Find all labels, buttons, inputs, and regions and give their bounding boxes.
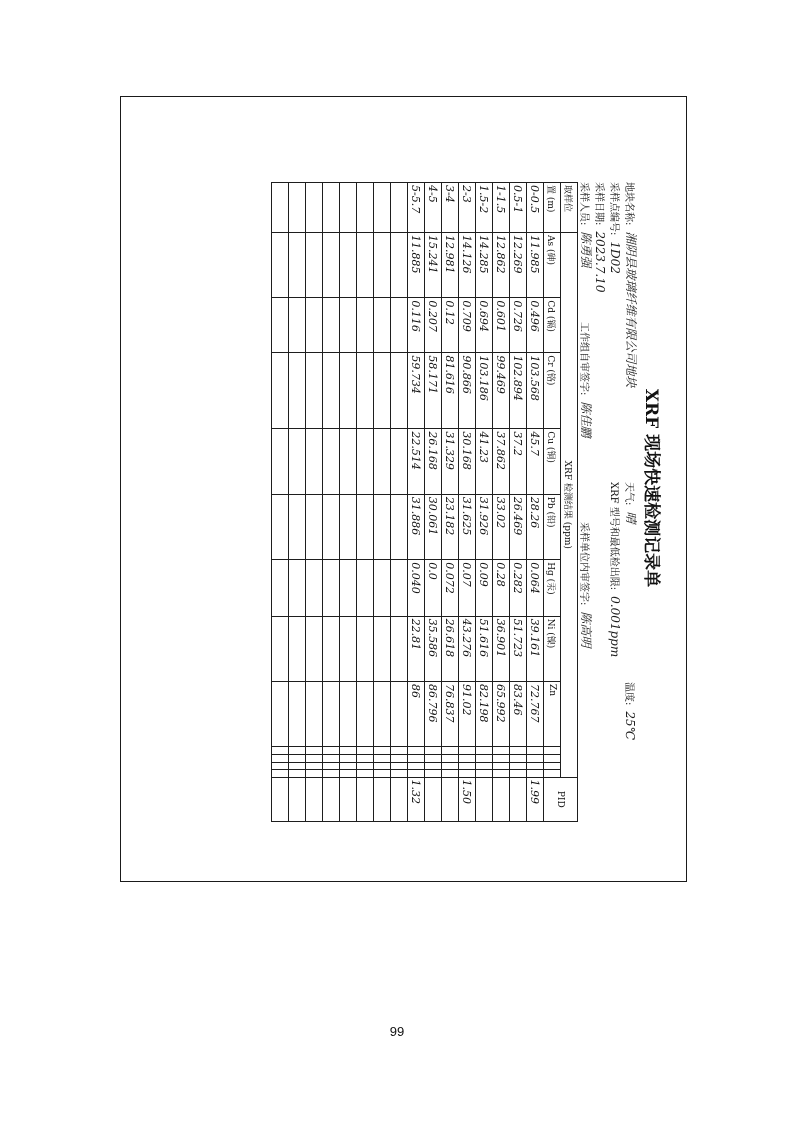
value-cell	[306, 616, 323, 681]
position-unit-header: 置 (m)	[544, 183, 561, 233]
value-cell	[357, 560, 374, 616]
value-cell	[323, 747, 340, 755]
pid-cell	[374, 777, 391, 821]
date-label: 采样日期:	[593, 182, 604, 226]
value-cell: 22.514	[408, 429, 425, 494]
value-cell	[289, 353, 306, 429]
value-cell	[357, 747, 374, 755]
value-cell	[357, 616, 374, 681]
position-cell: 4-5	[425, 183, 442, 233]
value-cell	[476, 755, 493, 763]
value-cell	[340, 353, 357, 429]
team-review-label: 工作组自审签字:	[578, 322, 589, 396]
value-cell: 37.862	[493, 429, 510, 494]
value-cell: 37.2	[510, 429, 527, 494]
value-cell	[272, 298, 289, 353]
info-row-point	[608, 182, 623, 822]
value-cell	[272, 232, 289, 297]
pid-cell	[357, 777, 374, 821]
position-cell: 0.5-1	[510, 183, 527, 233]
value-cell	[391, 232, 408, 297]
value-cell	[374, 682, 391, 747]
value-cell	[289, 747, 306, 755]
value-cell: 0.709	[459, 298, 476, 353]
value-cell	[272, 755, 289, 763]
value-cell	[306, 747, 323, 755]
value-cell: 0.12	[442, 298, 459, 353]
value-cell	[442, 770, 459, 778]
info-row-site	[623, 182, 638, 822]
value-cell: 0.07	[459, 560, 476, 616]
position-cell: 3-4	[442, 183, 459, 233]
value-cell	[391, 298, 408, 353]
value-cell: 59.734	[408, 353, 425, 429]
pid-cell	[476, 777, 493, 821]
value-cell	[323, 755, 340, 763]
column-header: Cu (铜)	[544, 429, 561, 494]
value-cell: 26.618	[442, 616, 459, 681]
column-header	[544, 755, 561, 763]
unit-review-field	[578, 522, 595, 822]
value-cell	[391, 762, 408, 770]
value-cell: 86.796	[425, 682, 442, 747]
value-cell: 11.985	[527, 232, 544, 297]
value-cell	[306, 429, 323, 494]
value-cell	[289, 232, 306, 297]
value-cell	[340, 429, 357, 494]
table-header-row-2	[544, 183, 561, 822]
value-cell: 15.241	[425, 232, 442, 297]
value-cell	[272, 560, 289, 616]
value-cell: 91.02	[459, 682, 476, 747]
value-cell	[374, 353, 391, 429]
team-review-field	[578, 322, 595, 522]
table-header-row-1	[561, 183, 578, 822]
value-cell	[272, 747, 289, 755]
value-cell: 83.46	[510, 682, 527, 747]
value-cell: 31.625	[459, 494, 476, 559]
pid-cell	[323, 777, 340, 821]
value-cell	[306, 762, 323, 770]
value-cell	[323, 616, 340, 681]
value-cell	[357, 682, 374, 747]
value-cell	[289, 682, 306, 747]
position-cell	[323, 183, 340, 233]
value-cell	[459, 762, 476, 770]
value-cell: 23.182	[442, 494, 459, 559]
value-cell	[323, 770, 340, 778]
value-cell	[306, 770, 323, 778]
value-cell	[357, 353, 374, 429]
value-cell: 51.723	[510, 616, 527, 681]
team-review-value: 陈佳鹏	[579, 401, 593, 438]
value-cell	[374, 298, 391, 353]
site-value: 湘阴县玻璃纤维有限公司地块	[624, 231, 638, 388]
value-cell: 30.168	[459, 429, 476, 494]
table-row	[357, 183, 374, 822]
temperature-label: 温度:	[623, 682, 634, 706]
value-cell	[272, 616, 289, 681]
value-cell	[442, 755, 459, 763]
table-row	[340, 183, 357, 822]
info-row-staff	[578, 182, 593, 822]
value-cell: 58.171	[425, 353, 442, 429]
value-cell: 76.837	[442, 682, 459, 747]
value-cell	[476, 762, 493, 770]
value-cell	[289, 770, 306, 778]
position-cell	[306, 183, 323, 233]
table-row	[442, 183, 459, 822]
value-cell: 41.23	[476, 429, 493, 494]
table-body	[272, 183, 544, 822]
value-cell: 12.981	[442, 232, 459, 297]
value-cell: 31.329	[442, 429, 459, 494]
value-cell	[323, 232, 340, 297]
value-cell: 35.586	[425, 616, 442, 681]
value-cell	[391, 429, 408, 494]
value-cell: 0.0	[425, 560, 442, 616]
pid-cell	[493, 777, 510, 821]
value-cell: 0.09	[476, 560, 493, 616]
table-row	[493, 183, 510, 822]
table-row	[510, 183, 527, 822]
value-cell	[289, 298, 306, 353]
table-row	[289, 183, 306, 822]
value-cell	[391, 560, 408, 616]
value-cell	[357, 755, 374, 763]
value-cell: 65.992	[493, 682, 510, 747]
point-field	[608, 182, 623, 482]
value-cell: 0.601	[493, 298, 510, 353]
value-cell	[272, 429, 289, 494]
value-cell	[340, 747, 357, 755]
value-cell	[459, 747, 476, 755]
form-title: XRF 现场快速检测记录单	[641, 388, 661, 588]
value-cell	[510, 755, 527, 763]
instrument-label: XRF 型号和最低检出限:	[608, 482, 619, 591]
column-header	[544, 747, 561, 755]
value-cell	[289, 755, 306, 763]
value-cell: 43.276	[459, 616, 476, 681]
pid-cell	[306, 777, 323, 821]
value-cell: 33.02	[493, 494, 510, 559]
value-cell: 103.568	[527, 353, 544, 429]
value-cell	[408, 770, 425, 778]
column-header	[544, 762, 561, 770]
value-cell	[527, 762, 544, 770]
value-cell: 12.269	[510, 232, 527, 297]
value-cell	[391, 353, 408, 429]
value-cell	[340, 616, 357, 681]
position-cell: 0-0.5	[527, 183, 544, 233]
xrf-results-table	[271, 182, 578, 822]
value-cell	[425, 770, 442, 778]
value-cell	[510, 762, 527, 770]
value-cell	[425, 747, 442, 755]
value-cell	[374, 747, 391, 755]
position-header: 取样位	[561, 183, 578, 233]
value-cell: 28.26	[527, 494, 544, 559]
value-cell: 82.198	[476, 682, 493, 747]
column-header: Ni (镍)	[544, 616, 561, 681]
value-cell: 102.894	[510, 353, 527, 429]
value-cell	[425, 762, 442, 770]
column-header: Cd (镉)	[544, 298, 561, 353]
value-cell	[289, 494, 306, 559]
column-header: Zn	[544, 682, 561, 747]
pid-cell: 1.50	[459, 777, 476, 821]
value-cell	[442, 762, 459, 770]
column-header: Cr (铬)	[544, 353, 561, 429]
value-cell: 39.161	[527, 616, 544, 681]
value-cell	[357, 770, 374, 778]
column-header: Pb (铅)	[544, 494, 561, 559]
value-cell	[493, 770, 510, 778]
table-row	[306, 183, 323, 822]
position-cell: 1.5-2	[476, 183, 493, 233]
value-cell	[289, 616, 306, 681]
position-cell	[272, 183, 289, 233]
value-cell	[340, 560, 357, 616]
value-cell: 103.186	[476, 353, 493, 429]
value-cell	[391, 682, 408, 747]
value-cell	[374, 232, 391, 297]
value-cell	[306, 232, 323, 297]
weather-value: 晴	[624, 511, 638, 524]
value-cell	[374, 560, 391, 616]
value-cell	[306, 755, 323, 763]
position-cell	[391, 183, 408, 233]
table-row	[374, 183, 391, 822]
value-cell	[272, 770, 289, 778]
value-cell	[374, 762, 391, 770]
unit-review-value: 陈高明	[579, 611, 593, 648]
position-cell: 1-1.5	[493, 183, 510, 233]
value-cell	[323, 560, 340, 616]
pid-header: PID	[544, 777, 578, 821]
date-field	[593, 182, 608, 482]
value-cell	[527, 755, 544, 763]
value-cell	[289, 762, 306, 770]
table-row	[527, 183, 544, 822]
value-cell: 99.469	[493, 353, 510, 429]
column-header: Hg (汞)	[544, 560, 561, 616]
pid-cell	[391, 777, 408, 821]
value-cell: 0.116	[408, 298, 425, 353]
value-cell: 51.616	[476, 616, 493, 681]
table-row	[272, 183, 289, 822]
value-cell	[323, 298, 340, 353]
staff-label: 采样人员:	[578, 182, 589, 226]
value-cell	[340, 494, 357, 559]
value-cell	[323, 494, 340, 559]
pid-cell	[442, 777, 459, 821]
value-cell: 36.901	[493, 616, 510, 681]
value-cell	[408, 747, 425, 755]
value-cell	[374, 494, 391, 559]
value-cell	[340, 232, 357, 297]
value-cell: 72.767	[527, 682, 544, 747]
value-cell	[391, 616, 408, 681]
value-cell	[391, 755, 408, 763]
table-row	[391, 183, 408, 822]
value-cell	[340, 762, 357, 770]
pid-cell	[425, 777, 442, 821]
point-label: 采样点编号:	[608, 182, 619, 236]
date-value: 2023.7.10	[593, 231, 607, 293]
value-cell	[357, 298, 374, 353]
value-cell	[391, 770, 408, 778]
weather-label: 天气:	[623, 482, 634, 506]
value-cell	[391, 747, 408, 755]
pid-cell	[272, 777, 289, 821]
value-cell	[357, 762, 374, 770]
value-cell: 11.885	[408, 232, 425, 297]
value-cell: 0.072	[442, 560, 459, 616]
value-cell	[323, 762, 340, 770]
value-cell	[374, 429, 391, 494]
value-cell	[476, 747, 493, 755]
value-cell: 0.282	[510, 560, 527, 616]
value-cell: 31.886	[408, 494, 425, 559]
value-cell	[272, 353, 289, 429]
value-cell	[340, 298, 357, 353]
value-cell	[323, 682, 340, 747]
table-row	[476, 183, 493, 822]
info-row-date	[593, 182, 608, 822]
value-cell	[357, 232, 374, 297]
value-cell: 14.126	[459, 232, 476, 297]
value-cell	[374, 616, 391, 681]
value-cell	[357, 494, 374, 559]
pid-cell: 1.32	[408, 777, 425, 821]
pid-cell: 1.99	[527, 777, 544, 821]
value-cell	[357, 429, 374, 494]
page-number: 99	[389, 1024, 405, 1039]
value-cell	[289, 560, 306, 616]
instrument-value: 0.001ppm	[608, 596, 622, 658]
rotated-form	[134, 138, 674, 838]
value-cell	[374, 755, 391, 763]
value-cell	[476, 770, 493, 778]
table-row	[425, 183, 442, 822]
staff-value: 陈勇强	[579, 231, 593, 268]
value-cell: 0.207	[425, 298, 442, 353]
pid-cell	[510, 777, 527, 821]
value-cell: 0.28	[493, 560, 510, 616]
value-cell	[306, 494, 323, 559]
instrument-field	[608, 482, 623, 822]
weather-field	[623, 482, 640, 682]
value-cell: 0.726	[510, 298, 527, 353]
temperature-field	[623, 682, 638, 822]
position-cell	[340, 183, 357, 233]
site-field	[623, 182, 640, 482]
column-header: As (砷)	[544, 232, 561, 297]
value-cell	[306, 682, 323, 747]
value-cell	[459, 770, 476, 778]
value-cell	[408, 755, 425, 763]
table-row	[408, 183, 425, 822]
value-cell: 26.469	[510, 494, 527, 559]
value-cell: 0.040	[408, 560, 425, 616]
xrf-group-header: XRF 检测结果 (ppm)	[561, 232, 578, 777]
point-value: 1D02	[608, 241, 622, 274]
value-cell	[340, 755, 357, 763]
value-cell: 14.285	[476, 232, 493, 297]
value-cell	[289, 429, 306, 494]
value-cell	[459, 755, 476, 763]
value-cell: 0.064	[527, 560, 544, 616]
site-label: 地块名称:	[623, 182, 634, 226]
value-cell: 45.7	[527, 429, 544, 494]
value-cell	[323, 429, 340, 494]
value-cell	[272, 682, 289, 747]
value-cell	[510, 770, 527, 778]
value-cell	[493, 755, 510, 763]
value-cell	[306, 560, 323, 616]
position-cell	[374, 183, 391, 233]
pid-cell	[289, 777, 306, 821]
value-cell: 26.168	[425, 429, 442, 494]
value-cell	[425, 755, 442, 763]
table-row	[323, 183, 340, 822]
value-cell: 31.926	[476, 494, 493, 559]
value-cell: 86	[408, 682, 425, 747]
value-cell: 0.694	[476, 298, 493, 353]
value-cell	[442, 747, 459, 755]
position-cell: 2-3	[459, 183, 476, 233]
form-info	[578, 182, 638, 822]
value-cell: 22.81	[408, 616, 425, 681]
value-cell: 30.061	[425, 494, 442, 559]
value-cell	[374, 770, 391, 778]
value-cell	[391, 494, 408, 559]
value-cell	[527, 747, 544, 755]
value-cell	[272, 494, 289, 559]
value-cell: 81.616	[442, 353, 459, 429]
value-cell	[527, 770, 544, 778]
position-cell	[357, 183, 374, 233]
unit-review-label: 采样单位内审签字:	[578, 522, 589, 606]
table-row	[459, 183, 476, 822]
staff-field	[578, 182, 595, 322]
value-cell: 12.862	[493, 232, 510, 297]
value-cell	[340, 770, 357, 778]
value-cell	[306, 298, 323, 353]
xrf-record-form	[134, 138, 674, 838]
pid-cell	[340, 777, 357, 821]
value-cell	[493, 747, 510, 755]
position-cell: 5-5.7	[408, 183, 425, 233]
position-cell	[289, 183, 306, 233]
value-cell	[408, 762, 425, 770]
value-cell	[493, 762, 510, 770]
value-cell	[510, 747, 527, 755]
value-cell: 0.496	[527, 298, 544, 353]
value-cell	[306, 353, 323, 429]
value-cell: 90.866	[459, 353, 476, 429]
temperature-value: 25℃	[623, 711, 637, 741]
value-cell	[272, 762, 289, 770]
value-cell	[323, 353, 340, 429]
value-cell	[340, 682, 357, 747]
column-header	[544, 770, 561, 778]
